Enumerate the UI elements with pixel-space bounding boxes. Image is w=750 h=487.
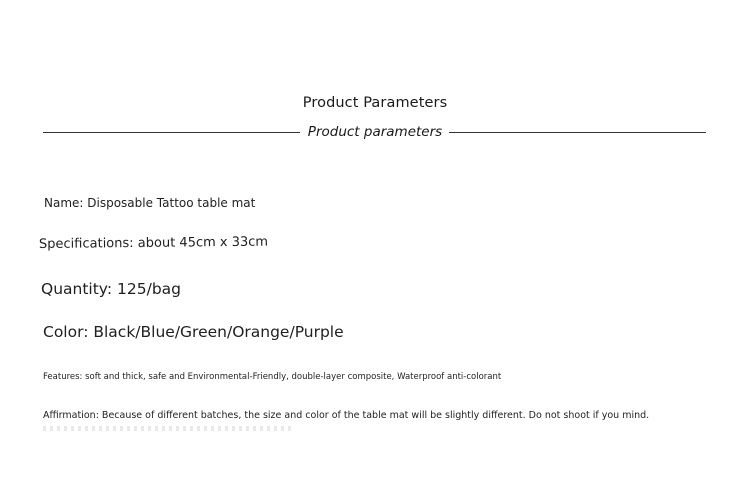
color-label: Color: (43, 323, 94, 341)
quantity-line (41, 280, 181, 298)
quantity-label: Quantity: (41, 280, 118, 298)
affirmation-value: Because of different batches, the size and color of the table mat will be slightly different. Do not shoot if you mind. (101, 410, 650, 421)
name-value: Disposable Tattoo table mat (87, 196, 256, 210)
specifications-value: about 45cm x 33cm (137, 234, 269, 251)
subtitle-divider (0, 123, 750, 143)
features-value: soft and thick, safe and Environmental-Friendly, double-layer composite, Waterproof anti-colorant (85, 372, 502, 382)
right-divider-line (449, 132, 706, 133)
color-line (43, 323, 344, 341)
specifications-label: Specifications: (38, 235, 138, 252)
color-value: Black/Blue/Green/Orange/Purple (93, 323, 344, 341)
name-label: Name: (44, 196, 88, 210)
specifications-line (39, 235, 268, 252)
features-label: Features: (43, 372, 86, 382)
name-line (44, 196, 255, 210)
page-subtitle: Product parameters (307, 124, 443, 140)
page-title: Product Parameters (302, 95, 448, 111)
affirmation-line (43, 410, 649, 421)
features-line (43, 372, 501, 382)
faded-text-remnant (43, 426, 293, 431)
quantity-value: 125/bag (117, 280, 181, 298)
left-divider-line (43, 132, 300, 133)
affirmation-label: Affirmation: (43, 410, 102, 421)
